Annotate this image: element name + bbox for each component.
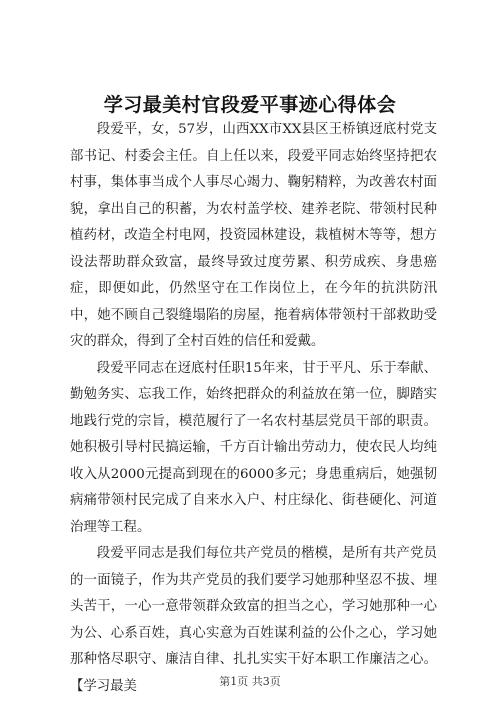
page-footer: 第1页 共3页 <box>219 675 281 688</box>
paragraph-3: 段爱平同志是我们每位共产党员的楷模，是所有共产党员的一面镜子，作为共产党员的我们要学习她那种坚忍不拔、埋头苦干，一心一意带领群众致富的担当之心，学习她那种一心为公、心系百姓，真心实意为百姓谋利益的公仆之心，学习她那种恪尽职守、廉洁自律、扎扎实实干好本职工作廉洁之心。【学习最美 <box>70 546 437 694</box>
page-title: 学习最美村官段爱平事迹心得体会 <box>103 94 397 116</box>
document-body <box>70 117 437 700</box>
paragraph-1: 段爱平，女，57岁，山西XX市XX县区王桥镇迓底村党支部书记、村委会主任。自上任以来，段爱平同志始终坚持把农村事，集体事当成个人事尽心竭力、鞠躬精粹，为改善农村面貌，拿出自己的积蓄，为农村盖学校、建养老院、带领村民种植药材，改造全村电网，投资园林建设，栽植树木等等，想方设法帮助群众致富，最终导致过度劳累、积劳成疾、身患癌症，即便如此，仍然坚守在工作岗位上，在今年的抗洪防汛中，她不顾自己裂缝塌陷的房屋，拖着病体带领村干部救助受灾的群众，得到了全村百姓的信任和爱戴。 <box>70 122 437 349</box>
paragraph-2: 段爱平同志在迓底村任职15年来，甘于平凡、乐于奉献、勤勉务实、忘我工作，始终把群众的利益放在第一位，脚踏实地践行党的宗旨，模范履行了一名农村基层党员干部的职责。她积极引导村民搞运输，千方百计输出劳动力，使农民人均纯收入从2000元提高到现在的6000多元；身患重病后，她强韧病痛带领村民完成了自来水入户、村庄绿化、街巷硬化、河道治理等工程。 <box>70 360 437 535</box>
